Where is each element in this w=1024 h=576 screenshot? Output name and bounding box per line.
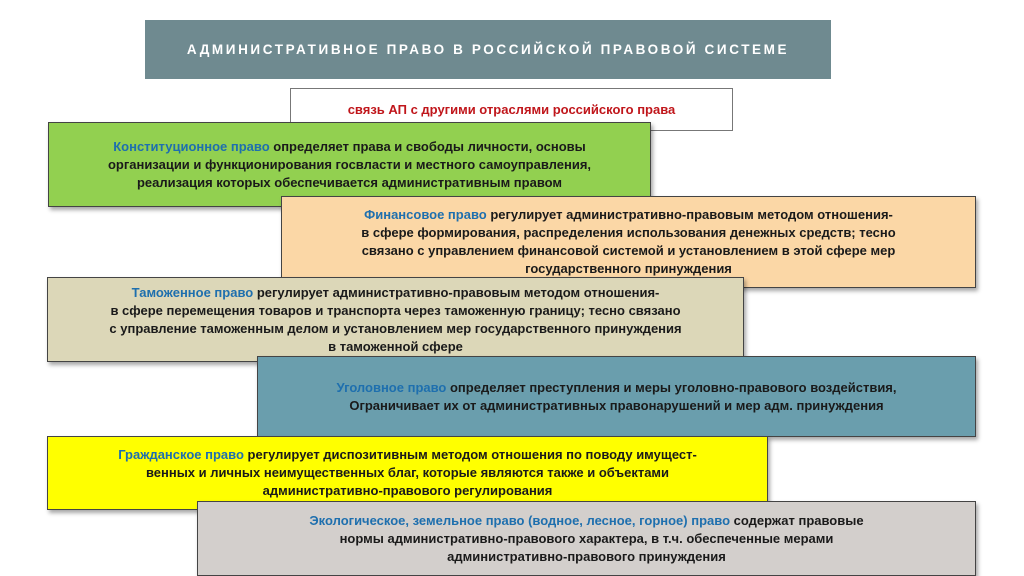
block-constitutional-law: [48, 122, 651, 207]
block-line: административно-правового регулирования: [262, 483, 553, 498]
block-line: нормы административно-правового характера, в т.ч. обеспеченные мерами: [339, 530, 834, 546]
block-line: административно-правового принуждения: [447, 548, 726, 564]
block-criminal-law: [257, 356, 976, 437]
subtitle-text: связь АП с другими отраслями российского права: [347, 102, 676, 117]
block-text: [336, 379, 896, 415]
block-text: [109, 284, 681, 356]
block-text: [309, 512, 863, 566]
block-line: регулирует административно-правовым методом отношения-: [486, 207, 893, 222]
block-customs-law: [47, 277, 744, 362]
block-line: регулирует диспозитивным методом отношения по поводу имущест-: [243, 447, 697, 462]
block-line: определяет преступления и меры уголовно-правового воздействия,: [446, 379, 897, 395]
block-line: в таможенной сфере: [328, 338, 463, 354]
block-line: организации и функционирования госвласти и местного самоуправления,: [107, 156, 592, 172]
block-line: Ограничивает их от административных правонарушений и мер адм. принуждения: [349, 397, 884, 413]
block-line: с управление таможенным делом и установлением мер государственного принуждения: [109, 320, 682, 336]
block-line: связано с управлением финансовой системой и установлением в этой сфере мер: [361, 243, 896, 258]
term-constitutional-law: Конституционное право: [113, 138, 270, 154]
block-text: [118, 446, 697, 500]
block-line: реализация которых обеспечивается административным правом: [136, 174, 563, 190]
block-ecological-law: [197, 501, 976, 576]
term-financial-law: Финансовое право: [364, 207, 487, 222]
page-title: [145, 20, 831, 79]
term-criminal-law: Уголовное право: [336, 379, 447, 395]
term-ecological-law: Экологическое, земельное право (водное, лесное, горное) право: [309, 512, 731, 528]
block-line: определяет права и свободы личности, основы: [269, 138, 586, 154]
block-line: венных и личных неимущественных благ, которые являются также и объектами: [145, 465, 670, 480]
term-civil-law: Гражданское право: [118, 447, 244, 462]
term-customs-law: Таможенное право: [131, 284, 254, 300]
block-line: регулирует административно-правовым методом отношения-: [253, 284, 660, 300]
block-line: государственного принуждения: [525, 261, 732, 276]
block-line: в сфере перемещения товаров и транспорта через таможенную границу; тесно связано: [110, 302, 681, 318]
block-text: [108, 138, 591, 192]
block-text: [361, 206, 895, 278]
block-line: в сфере формирования, распределения использования денежных средств; тесно: [361, 225, 896, 240]
page-title-text: АДМИНИСТРАТИВНОЕ ПРАВО В РОССИЙСКОЙ ПРАВОВОЙ СИСТЕМЕ: [186, 42, 790, 57]
block-line: содержат правовые: [730, 512, 864, 528]
block-civil-law: [47, 436, 768, 510]
block-financial-law: [281, 196, 976, 288]
